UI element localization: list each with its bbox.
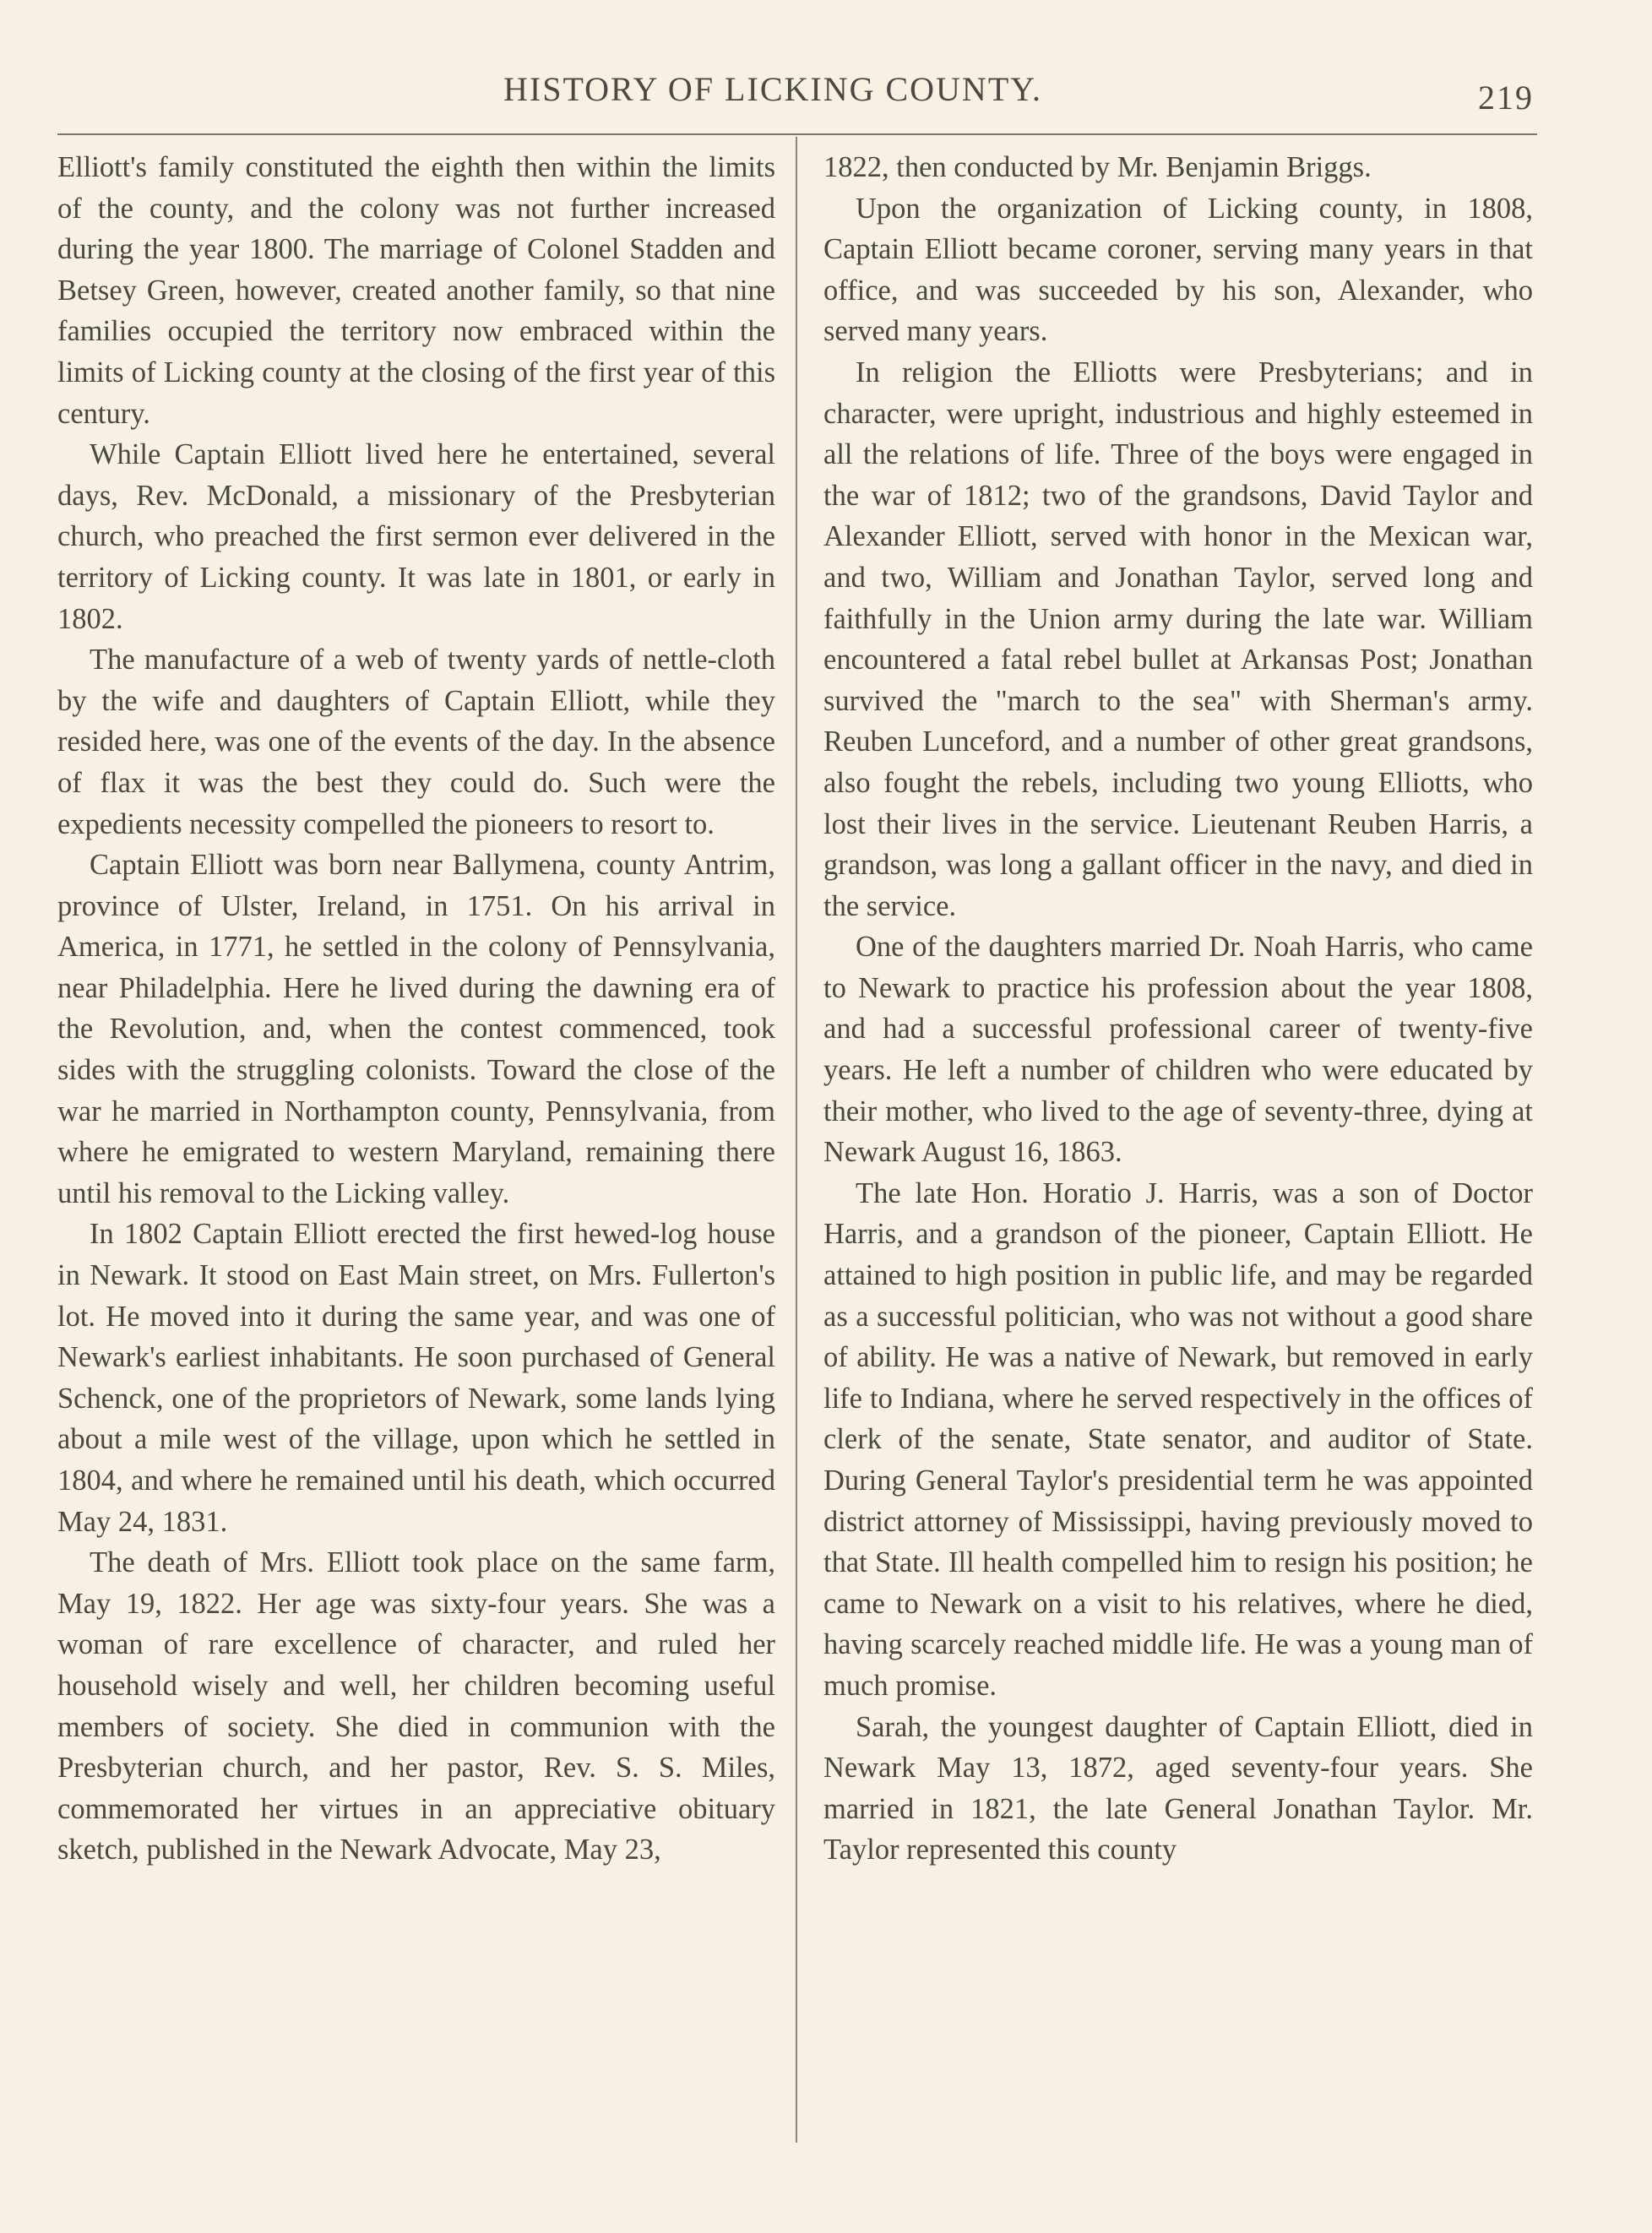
right-column (823, 147, 1533, 1871)
left-column (57, 147, 775, 1871)
paragraph: In religion the Elliotts were Presbyterians; and in character, were upright, industrious and highly esteemed in all the relations of life. Three of the boys were engaged in the war of 1812; two of the grandsons, David Taylor and Alexander Elliott, served with honor in the Mexican war, and two, William and Jonathan Taylor, served long and faithfully in the Union army during the late war. William encountered a fatal rebel bullet at Arkansas Post; Jonathan survived the "march to the sea" with Sherman's army. Reuben Lunceford, and a number of other great grandsons, also fought the rebels, including two young Elliotts, who lost their lives in the service. Lieutenant Reuben Harris, a grandson, was long a gallant officer in the navy, and died in the service. (823, 356, 1533, 922)
paragraph: Sarah, the youngest daughter of Captain Elliott, died in Newark May 13, 1872, aged seventy-four years. She married in 1821, the late General Jonathan Taylor. Mr. Taylor represented this county (823, 1710, 1533, 1866)
paragraph: Captain Elliott was born near Ballymena, county Antrim, province of Ulster, Ireland, in 1751. On his arrival in America, in 1771, he settled in the colony of Pennsylvania, near Philadelphia. Here he lived during the dawning era of the Revolution, and, when the contest commenced, took sides with the struggling colonists. Toward the close of the war he married in Northampton county, Pennsylvania, from where he emigrated to western Maryland, remaining there until his removal to the Licking valley. (57, 849, 775, 1209)
paragraph: The death of Mrs. Elliott took place on the same farm, May 19, 1822. Her age was sixty-four years. She was a woman of rare excellence of character, and ruled her household wisely and well, her children becoming useful members of society. She died in communion with the Presbyterian church, and her pastor, Rev. S. S. Miles, commemorated her virtues in an appreciative obituary sketch, published in the Newark Advocate, May 23, (57, 1546, 775, 1866)
header-rule (57, 133, 1537, 135)
column-divider (796, 137, 797, 2143)
running-head (0, 69, 1652, 120)
paragraph: While Captain Elliott lived here he entertained, several days, Rev. McDonald, a missionary of the Presbyterian church, who preached the first sermon ever delivered in the territory of Licking county. It was late in 1801, or early in 1802. (57, 438, 775, 635)
paragraph: The manufacture of a web of twenty yards of nettle-cloth by the wife and daughters of Captain Elliott, while they resided here, was one of the events of the day. In the absence of flax it was the best they could do. Such were the expedients necessity compelled the pioneers to resort to. (57, 644, 775, 840)
paragraph: Upon the organization of Licking county, in 1808, Captain Elliott became coroner, serving many years in that office, and was succeeded by his son, Alexander, who served many years. (823, 192, 1533, 348)
paragraph: One of the daughters married Dr. Noah Harris, who came to Newark to practice his profession about the year 1808, and had a successful professional career of twenty-five years. He left a number of children who were educated by their mother, who lived to the age of seventy-three, dying at Newark August 16, 1863. (823, 931, 1533, 1169)
paragraph: In 1802 Captain Elliott erected the first hewed-log house in Newark. It stood on East Main street, on Mrs. Fullerton's lot. He moved into it during the same year, and was one of Newark's earliest inhabitants. He soon purchased of General Schenck, one of the proprietors of Newark, some lands lying about a mile west of the village, upon which he settled in 1804, and where he remained until his death, which occurred May 24, 1831. (57, 1218, 775, 1538)
paragraph: Elliott's family constituted the eighth then within the limits of the county, and the colony was not further increased during the year 1800. The marriage of Colonel Stadden and Betsey Green, however, created another family, so that nine families occupied the territory now embraced within the limits of Licking county at the closing of the first year of this century. (57, 151, 775, 430)
running-title: HISTORY OF LICKING COUNTY. (503, 70, 1042, 108)
paragraph: The late Hon. Horatio J. Harris, was a son of Doctor Harris, and a grandson of the pioneer, Captain Elliott. He attained to high position in public life, and may be regarded as a successful politician, who was not without a good share of ability. He was a native of Newark, but removed in early life to Indiana, where he served respectively in the offices of clerk of the senate, State senator, and auditor of State. During General Taylor's presidential term he was appointed district attorney of Mississippi, having previously moved to that State. Ill health compelled him to resign his position; he came to Newark on a visit to his relatives, where he died, having scarcely reached middle life. He was a young man of much promise. (823, 1176, 1533, 1702)
page-number: 219 (1478, 79, 1534, 117)
paragraph: 1822, then conducted by Mr. Benjamin Briggs. (823, 151, 1372, 183)
